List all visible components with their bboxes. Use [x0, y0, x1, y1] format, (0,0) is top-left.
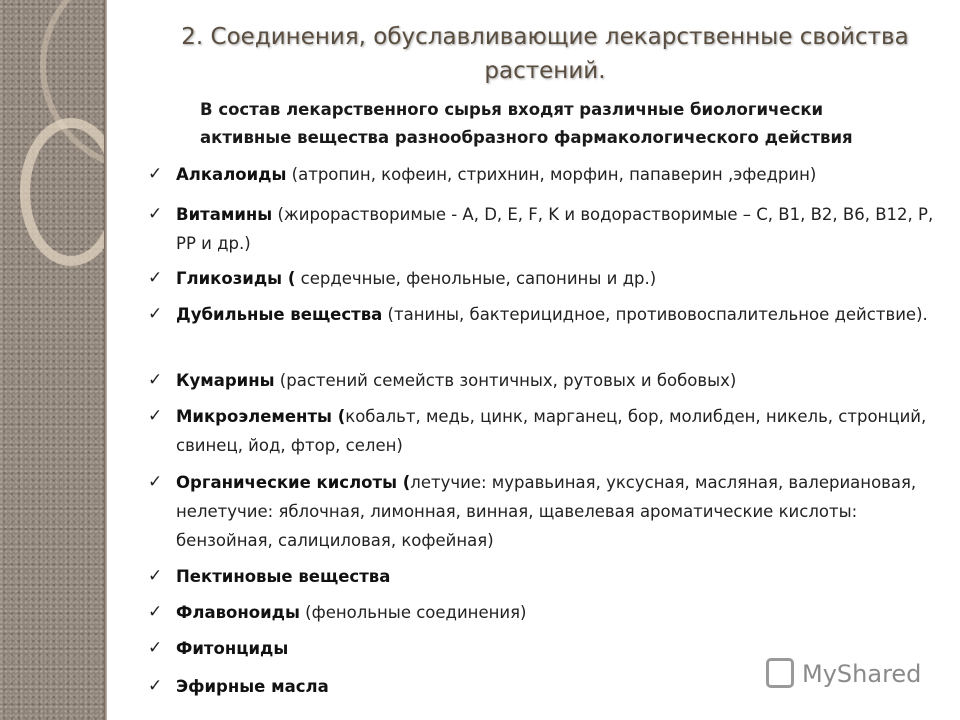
item-desc: кобальт, медь, цинк, марганец, бор, молибден, никель, стронций, свинец, йод, фтор, селен): [176, 407, 927, 455]
checkmark-icon: ✓: [148, 676, 163, 696]
checkmark-icon: ✓: [148, 566, 163, 586]
item-term: Кумарины: [176, 371, 275, 390]
checkmark-icon: ✓: [148, 406, 163, 426]
item-desc: сердечные, фенольные, сапонины и др.): [295, 269, 657, 288]
list-item: [148, 264, 943, 293]
checkmark-icon: ✓: [148, 164, 163, 184]
list-item: [148, 366, 943, 395]
list-item: [148, 562, 943, 591]
item-term: Витамины: [176, 205, 273, 224]
item-desc: (атропин, кофеин, стрихнин, морфин, папаверин ,эфедрин): [286, 165, 817, 184]
item-term: Фитонциды: [176, 639, 289, 658]
list-item: [148, 468, 943, 555]
list-item: [148, 402, 943, 460]
item-term: Гликозиды (: [176, 269, 296, 288]
item-term: Алкалоиды: [176, 165, 287, 184]
item-term: Микроэлементы (: [176, 407, 346, 426]
item-desc: летучие: муравьиная, уксусная, масляная, валериановая, нелетучие: яблочная, лимонная, винная, щавелевая ароматические кислоты: бензойная, салициловая, кофейная): [176, 473, 917, 550]
intro-text: [170, 96, 930, 152]
item-term: Эфирные масла: [176, 677, 329, 696]
checkmark-icon: ✓: [148, 602, 163, 622]
intro-line-1: В состав лекарственного сырья входят различные биологически: [200, 100, 824, 119]
list-item: [148, 200, 943, 258]
item-desc: (танины, бактерицидное, противовоспалительное действие).: [382, 305, 928, 324]
item-desc: (фенольные соединения): [299, 603, 527, 622]
checkmark-icon: ✓: [148, 268, 163, 288]
watermark-text: MyShared: [802, 660, 922, 688]
item-desc: (растений семейств зонтичных, рутовых и бобовых): [274, 371, 737, 390]
item-term: Пектиновые вещества: [176, 567, 391, 586]
decorative-side-panel: [0, 0, 107, 720]
checkmark-icon: ✓: [148, 304, 163, 324]
item-term: Органические кислоты (: [176, 473, 411, 492]
watermark-logo-icon: [766, 658, 794, 688]
list-item: [148, 160, 943, 189]
checkmark-icon: ✓: [148, 472, 163, 492]
checkmark-icon: ✓: [148, 638, 163, 658]
checkmark-icon: ✓: [148, 370, 163, 390]
item-term: Дубильные вещества: [176, 305, 383, 324]
list-item: [148, 300, 943, 329]
checkmark-icon: ✓: [148, 204, 163, 224]
intro-line-2: активные вещества разнообразного фармакологического действия: [200, 128, 853, 147]
list-item: [148, 598, 943, 627]
watermark: [766, 658, 936, 690]
side-panel-edge: [104, 0, 107, 720]
item-desc: (жирорастворимые - A, D, E, F, K и водорастворимые – С, В1, В2, В6, В12, P, PP и др.): [176, 205, 934, 253]
item-term: Флавоноиды: [176, 603, 300, 622]
slide-title: 2. Соединения, обуславливающие лекарственные свойства растений.: [181, 24, 909, 84]
decorative-ring: [20, 118, 107, 266]
